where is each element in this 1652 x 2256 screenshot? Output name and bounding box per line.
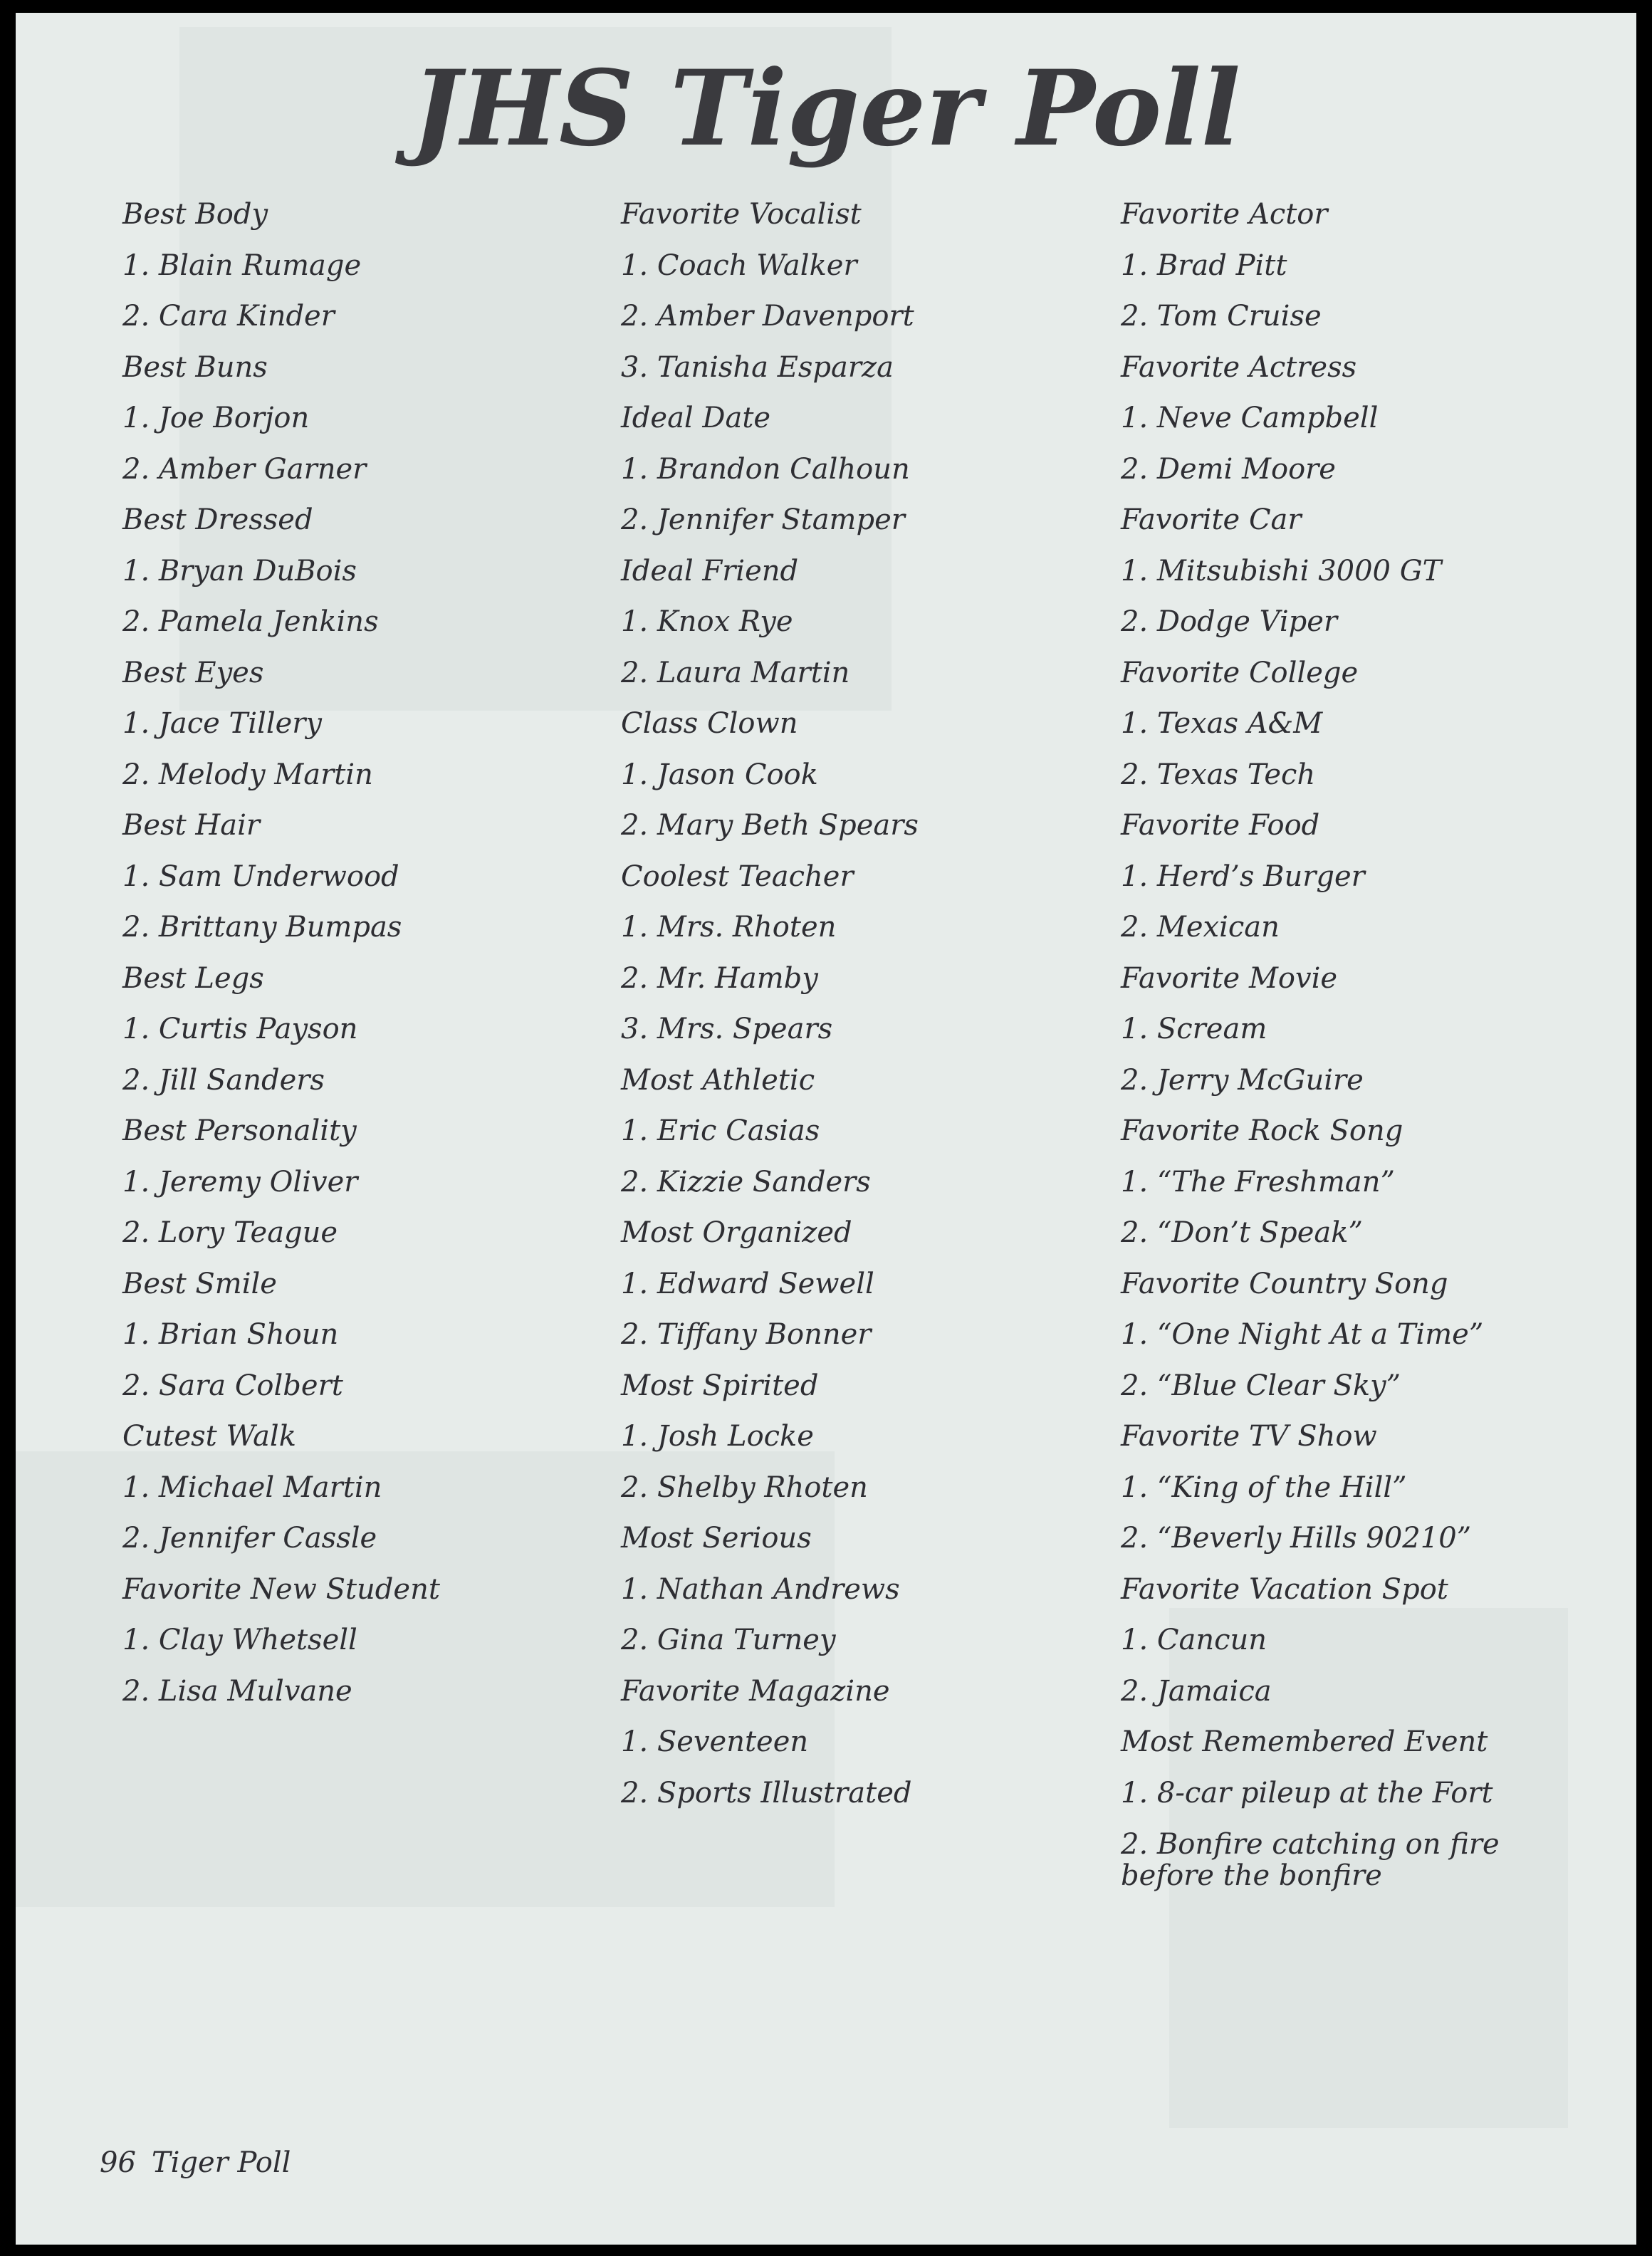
- poll-result-item: 2. Shelby Rhoten: [621, 1471, 868, 1504]
- poll-result-item: 1. Brandon Calhoun: [621, 452, 910, 486]
- poll-result-item: 2. Pamela Jenkins: [122, 605, 379, 638]
- poll-category-heading: Favorite College: [1121, 656, 1359, 689]
- poll-result-item: 1. Mitsubishi 3000 GT: [1121, 554, 1442, 588]
- poll-result-item: 2. Jill Sanders: [122, 1063, 325, 1097]
- poll-result-item: 2. Sports Illustrated: [621, 1776, 912, 1810]
- poll-result-item: 2. Mr. Hamby: [621, 961, 818, 995]
- poll-result-item: 1. Texas A&M: [1121, 707, 1323, 740]
- poll-category-heading: Best Eyes: [122, 656, 264, 689]
- footer-section-title: Tiger Poll: [151, 2146, 291, 2179]
- poll-result-item: 2. Bonfire catching on fire before the bonfire: [1121, 1828, 1500, 1892]
- poll-category-heading: Best Personality: [122, 1114, 357, 1147]
- poll-result-item: 1. Edward Sewell: [621, 1267, 874, 1300]
- poll-result-item: 1. “The Freshman”: [1121, 1165, 1395, 1198]
- poll-result-item: 2. Laura Martin: [621, 656, 850, 689]
- poll-result-item: 2. Lory Teague: [122, 1216, 338, 1249]
- yearbook-page: [16, 13, 1636, 2245]
- poll-result-item: 2. Sara Colbert: [122, 1369, 343, 1402]
- poll-result-item: 1. Seventeen: [621, 1725, 809, 1758]
- page-number: 96: [100, 2146, 136, 2179]
- poll-result-item: 2. Dodge Viper: [1121, 605, 1338, 638]
- poll-result-item: 3. Tanisha Esparza: [621, 350, 894, 384]
- poll-column-1: [122, 189, 621, 1717]
- poll-result-item: 1. Joe Borjon: [122, 402, 310, 434]
- poll-result-item: 2. “Don’t Speak”: [1121, 1216, 1363, 1249]
- poll-category-heading: Ideal Date: [621, 402, 771, 434]
- poll-category-heading: Most Serious: [621, 1522, 812, 1555]
- poll-result-item: 2. Mexican: [1121, 911, 1280, 944]
- poll-result-item: 2. Tom Cruise: [1121, 300, 1322, 333]
- poll-category-heading: Favorite Food: [1121, 809, 1320, 842]
- poll-category-heading: Cutest Walk: [122, 1420, 296, 1453]
- poll-category-heading: Most Athletic: [621, 1063, 815, 1097]
- poll-result-item: 2. Cara Kinder: [122, 300, 335, 333]
- poll-result-item: 2. “Blue Clear Sky”: [1121, 1369, 1401, 1402]
- poll-category-heading: Most Organized: [621, 1216, 852, 1249]
- poll-result-item: 2. Demi Moore: [1121, 452, 1336, 486]
- poll-result-item: 2. Jerry McGuire: [1121, 1063, 1364, 1097]
- poll-result-item: 1. Nathan Andrews: [621, 1572, 900, 1606]
- poll-result-item: 1. Michael Martin: [122, 1471, 382, 1504]
- poll-result-item: 1. Blain Rumage: [122, 249, 362, 282]
- poll-result-item: 1. Jason Cook: [621, 758, 818, 791]
- poll-result-item: 1. Mrs. Rhoten: [621, 911, 837, 944]
- poll-result-item: 2. Amber Garner: [122, 452, 367, 486]
- poll-result-item: 1. Jace Tillery: [122, 707, 322, 740]
- poll-category-heading: Favorite Rock Song: [1121, 1114, 1403, 1147]
- poll-category-heading: Best Body: [122, 198, 268, 231]
- poll-category-heading: Favorite Country Song: [1121, 1267, 1448, 1300]
- poll-result-item: 2. Texas Tech: [1121, 758, 1316, 791]
- poll-result-item: 1. “One Night At a Time”: [1121, 1318, 1484, 1351]
- poll-result-item: 1. Bryan DuBois: [122, 554, 357, 588]
- poll-result-item: 1. Eric Casias: [621, 1114, 820, 1147]
- poll-category-heading: Favorite Vacation Spot: [1121, 1572, 1448, 1606]
- poll-result-item: 1. Clay Whetsell: [122, 1624, 357, 1656]
- poll-result-item: 1. Jeremy Oliver: [122, 1165, 358, 1198]
- poll-category-heading: Best Hair: [122, 809, 261, 842]
- poll-result-item: 2. Kizzie Sanders: [621, 1165, 871, 1198]
- poll-column-2: [621, 189, 1119, 1819]
- poll-result-item: 2. Melody Martin: [122, 758, 373, 791]
- page-footer: [100, 2146, 291, 2179]
- poll-category-heading: Class Clown: [621, 707, 798, 740]
- poll-category-heading: Ideal Friend: [621, 554, 799, 588]
- poll-result-item: 1. Knox Rye: [621, 605, 793, 638]
- poll-result-item: 2. Jennifer Cassle: [122, 1522, 377, 1555]
- poll-result-item: 1. Neve Campbell: [1121, 402, 1379, 434]
- poll-result-item: 1. Scream: [1121, 1013, 1267, 1045]
- poll-category-heading: Favorite New Student: [122, 1572, 440, 1606]
- poll-category-heading: Favorite Actress: [1121, 350, 1357, 384]
- poll-category-heading: Most Remembered Event: [1121, 1725, 1488, 1758]
- poll-category-heading: Best Smile: [122, 1267, 277, 1300]
- poll-result-item: 2. “Beverly Hills 90210”: [1121, 1522, 1472, 1555]
- poll-result-item: 1. Brian Shoun: [122, 1318, 339, 1351]
- page-title: JHS Tiger Poll: [411, 48, 1241, 169]
- poll-result-item: 1. Sam Underwood: [122, 860, 399, 893]
- poll-result-item: 1. Curtis Payson: [122, 1013, 358, 1045]
- poll-result-item: 2. Jamaica: [1121, 1674, 1272, 1708]
- poll-result-item: 1. Brad Pitt: [1121, 249, 1287, 282]
- poll-category-heading: Favorite Car: [1121, 503, 1302, 536]
- poll-result-item: 2. Mary Beth Spears: [621, 809, 919, 842]
- poll-category-heading: Coolest Teacher: [621, 860, 854, 893]
- poll-category-heading: Favorite Magazine: [621, 1674, 890, 1708]
- poll-result-item: 3. Mrs. Spears: [621, 1013, 833, 1045]
- poll-result-item: 1. Coach Walker: [621, 249, 857, 282]
- poll-category-heading: Favorite Actor: [1121, 198, 1328, 231]
- poll-result-item: 2. Lisa Mulvane: [122, 1674, 352, 1708]
- poll-result-item: 1. Cancun: [1121, 1624, 1267, 1656]
- poll-result-item: 2. Brittany Bumpas: [122, 911, 402, 944]
- poll-category-heading: Best Legs: [122, 961, 264, 995]
- poll-result-item: 2. Gina Turney: [621, 1624, 836, 1656]
- poll-category-heading: Most Spirited: [621, 1369, 819, 1402]
- poll-column-3: [1121, 189, 1619, 1891]
- poll-result-item: 1. 8-car pileup at the Fort: [1121, 1776, 1493, 1810]
- poll-result-item: 2. Tiffany Bonner: [621, 1318, 872, 1351]
- poll-result-item: 1. Josh Locke: [621, 1420, 814, 1453]
- poll-category-heading: Favorite TV Show: [1121, 1420, 1377, 1453]
- poll-category-heading: Best Dressed: [122, 503, 313, 536]
- poll-category-heading: Favorite Movie: [1121, 961, 1338, 995]
- poll-category-heading: Best Buns: [122, 350, 268, 384]
- poll-category-heading: Favorite Vocalist: [621, 198, 862, 231]
- poll-result-item: 1. Herd’s Burger: [1121, 860, 1365, 893]
- poll-result-item: 2. Jennifer Stamper: [621, 503, 905, 536]
- poll-result-item: 2. Amber Davenport: [621, 300, 914, 333]
- poll-result-item: 1. “King of the Hill”: [1121, 1471, 1407, 1504]
